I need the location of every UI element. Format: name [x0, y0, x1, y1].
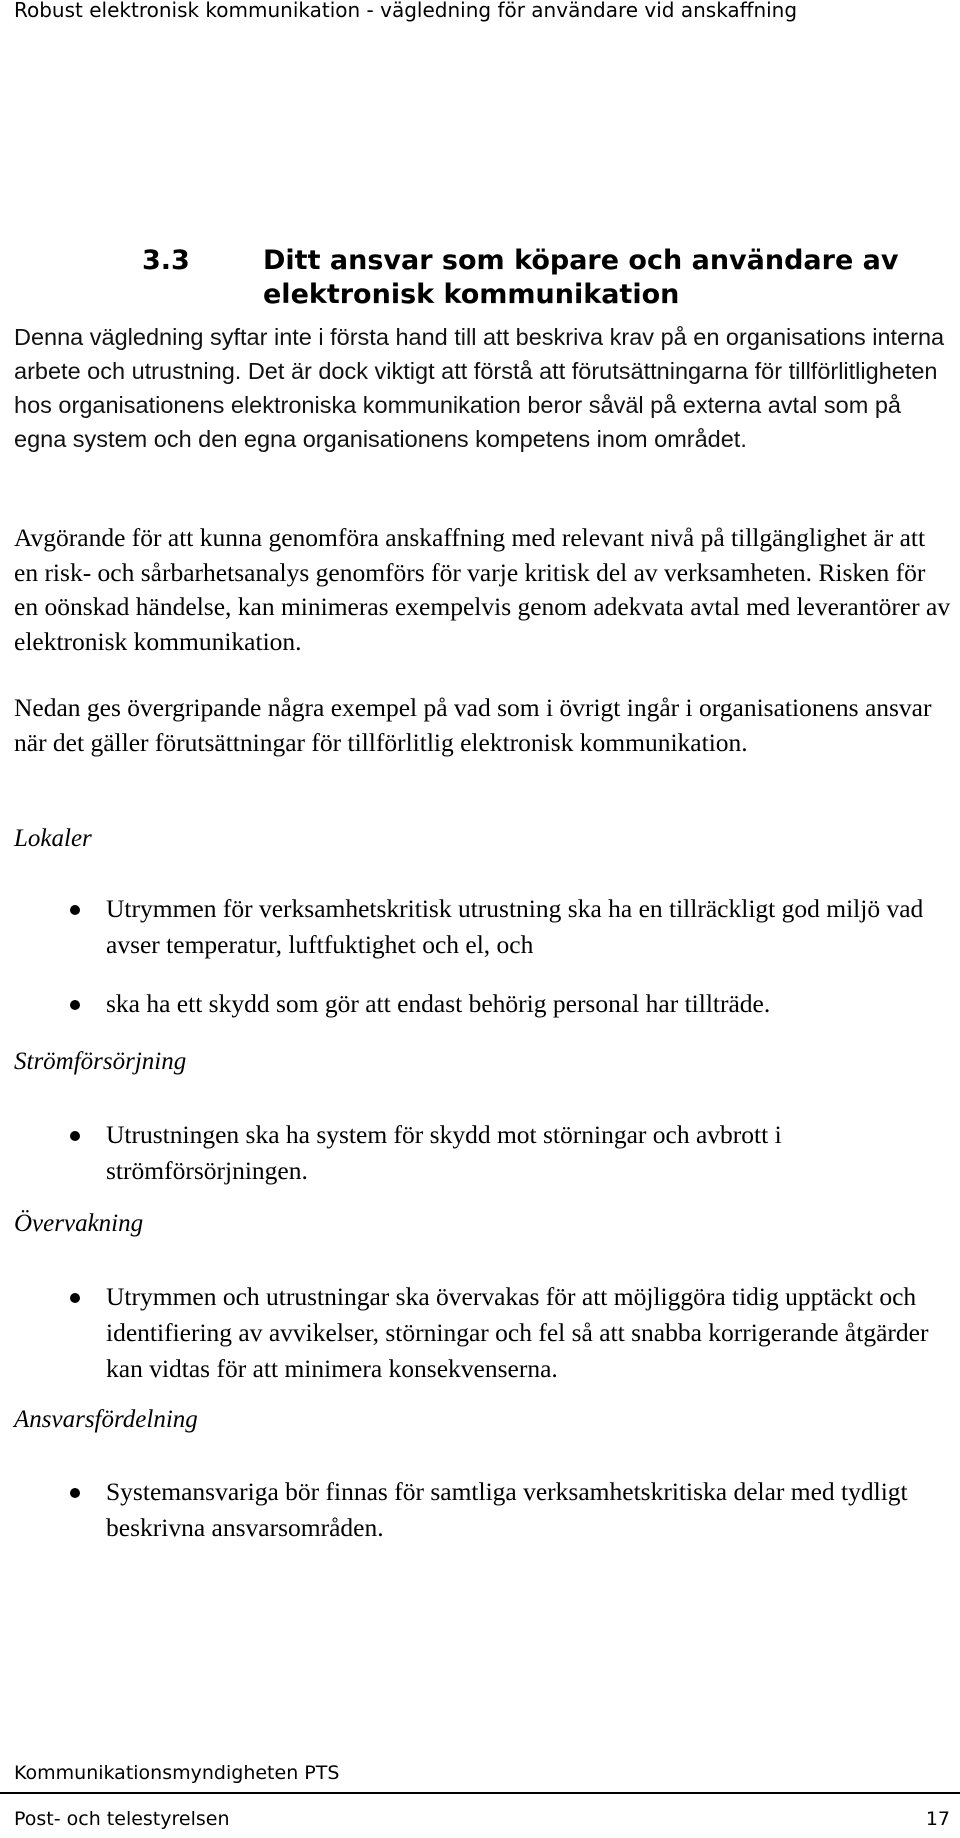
list-item-text: Systemansvariga bör finnas för samtliga verksamhetskritiska delar med tydligt beskrivna ansvarsområden.	[106, 1477, 908, 1542]
subheading-overvakning: Övervakning	[14, 1210, 144, 1237]
bullet-icon	[70, 1000, 80, 1010]
bullet-icon	[70, 1488, 80, 1498]
list-item-text: Utrymmen för verksamhetskritisk utrustning ska ha en tillräckligt god miljö vad avser temperatur, luftfuktighet och el, och	[106, 894, 924, 959]
footer-publisher: Post- och telestyrelsen	[14, 1808, 230, 1830]
subheading-stromforsorjning: Strömförsörjning	[14, 1048, 187, 1075]
bullet-icon	[70, 1293, 80, 1303]
bullet-icon	[70, 905, 80, 915]
list-item-text: Utrustningen ska ha system för skydd mot störningar och avbrott i strömförsörjningen.	[106, 1120, 782, 1185]
section-title: Ditt ansvar som köpare och användare av elektronisk kommunikation	[263, 245, 899, 310]
subheading-lokaler: Lokaler	[14, 825, 92, 852]
footer-organization: Kommunikationsmyndigheten PTS	[14, 1762, 340, 1784]
paragraph: Avgörande för att kunna genomföra anskaffning med relevant nivå på tillgänglighet är att en risk- och sårbarhetsanalys genomförs för varje kritisk del av verksamheten. Risken för en oönskad händelse, kan minimeras exempelvis genom adekvata avtal med leverantörer av elektronisk kommunikation.	[14, 523, 951, 656]
list-item-text: Utrymmen och utrustningar ska övervakas för att möjliggöra tidig upptäckt och identifiering av avvikelser, störningar och fel så att snabba korrigerande åtgärder kan vidtas för att minimera konsekvenserna.	[106, 1282, 929, 1383]
paragraph: Nedan ges övergripande några exempel på vad som i övrigt ingår i organisationens ansvar när det gäller förutsättningar för tillförlitlig elektronisk kommunikation.	[14, 693, 932, 757]
page-number: 17	[925, 1808, 950, 1830]
section-number: 3.3	[142, 245, 190, 276]
footer-divider	[0, 1792, 960, 1794]
bullet-icon	[70, 1131, 80, 1141]
paragraph: Denna vägledning syftar inte i första hand till att beskriva krav på en organisations interna arbete och utrustning. Det är dock viktigt att förstå att förutsättningarna för tillförlitligheten hos organisationens elektroniska kommunikation beror såväl på externa avtal som på egna system och den egna organisationens kompetens inom området.	[14, 324, 945, 452]
subheading-ansvarsfordelning: Ansvarsfördelning	[14, 1406, 198, 1433]
list-item-text: ska ha ett skydd som gör att endast behörig personal har tillträde.	[106, 989, 771, 1018]
running-header: Robust elektronisk kommunikation - vägledning för användare vid anskaffning	[14, 0, 798, 22]
